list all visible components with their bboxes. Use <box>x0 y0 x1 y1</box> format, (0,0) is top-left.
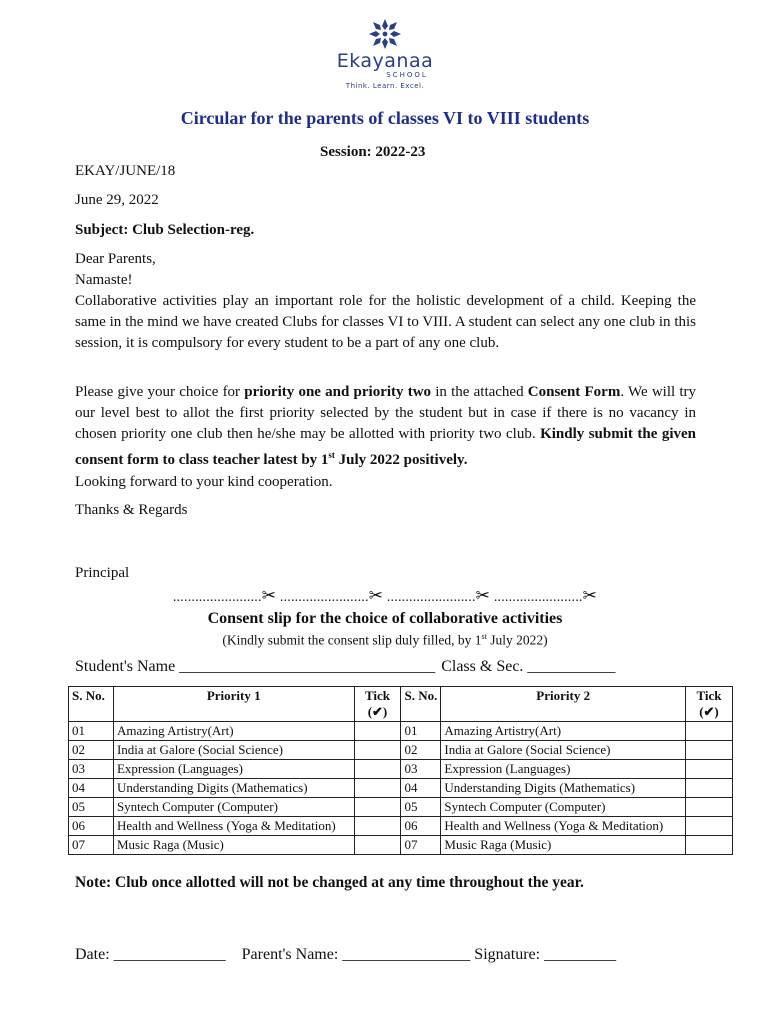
logo-school: SCHOOL <box>386 71 428 79</box>
header-sno-1: S. No. <box>69 687 114 722</box>
slip-sub-text-2: July 2022) <box>486 632 548 648</box>
club-name-1: Music Raga (Music) <box>113 836 354 855</box>
row-number-2: 01 <box>401 722 441 741</box>
header-priority-1: Priority 1 <box>113 687 354 722</box>
allotment-note: Note: Club once allotted will not be changed at any time throughout the year. <box>75 874 584 891</box>
table-row <box>69 722 733 741</box>
student-name-field[interactable]: ________________________________ <box>179 658 436 675</box>
club-name-1: Understanding Digits (Mathematics) <box>113 779 354 798</box>
consent-slip-title: Consent slip for the choice of collaborative activities <box>207 610 563 627</box>
club-name-1: Amazing Artistry(Art) <box>113 722 354 741</box>
scissors-icon: ✂ <box>475 586 491 605</box>
tick-cell-2[interactable] <box>685 741 732 760</box>
para2-text-2: in the attached <box>431 384 528 400</box>
tick-cell-1[interactable] <box>354 722 401 741</box>
student-name-label: Student's Name <box>75 658 176 675</box>
deadline-sup: st <box>328 450 335 460</box>
paragraph-consent-instructions <box>75 382 696 471</box>
para2-text-1: Please give your choice for <box>75 384 245 400</box>
club-name-2: Syntech Computer (Computer) <box>441 798 686 817</box>
tick-cell-1[interactable] <box>354 836 401 855</box>
tick-cell-2[interactable] <box>685 779 732 798</box>
date-field[interactable]: ______________ <box>113 946 226 963</box>
tick-cell-1[interactable] <box>354 798 401 817</box>
table-row <box>69 836 733 855</box>
student-details-line <box>75 658 615 676</box>
circular-date: June 29, 2022 <box>75 192 159 208</box>
club-name-1: Syntech Computer (Computer) <box>113 798 354 817</box>
tick-cell-2[interactable] <box>685 798 732 817</box>
cut-dots: ........................ <box>279 590 369 605</box>
row-number-2: 02 <box>401 741 441 760</box>
para2-consent-form: Consent Form <box>527 384 621 400</box>
tick-cell-1[interactable] <box>354 817 401 836</box>
header-tick-1: Tick (✔) <box>354 687 401 722</box>
club-name-2: India at Galore (Social Science) <box>441 741 686 760</box>
club-name-2: Music Raga (Music) <box>441 836 686 855</box>
scissors-icon: ✂ <box>582 586 598 605</box>
signature-line <box>75 946 616 964</box>
scissors-icon: ✂ <box>368 586 384 605</box>
row-number-2: 03 <box>401 760 441 779</box>
tick-cell-1[interactable] <box>354 779 401 798</box>
cut-dots: ........................ <box>172 590 262 605</box>
table-header-row <box>69 687 733 722</box>
signature-label: Signature: <box>474 946 541 963</box>
greeting: Namaste! <box>75 272 133 288</box>
club-name-1: Health and Wellness (Yoga & Meditation) <box>113 817 354 836</box>
slip-sub-sup: st <box>481 632 487 641</box>
deadline-text: Kindly submit the given consent form to class teacher latest by 1 <box>75 426 696 468</box>
row-number-1: 04 <box>69 779 114 798</box>
row-number-1: 07 <box>69 836 114 855</box>
date-label: Date: <box>75 946 110 963</box>
signature-field[interactable]: _________ <box>544 946 617 963</box>
parent-name-label: Parent's Name: <box>241 946 339 963</box>
session: Session: 2022-23 <box>320 144 426 160</box>
row-number-1: 03 <box>69 760 114 779</box>
consent-slip-instruction <box>0 632 770 649</box>
club-name-2: Amazing Artistry(Art) <box>441 722 686 741</box>
row-number-1: 06 <box>69 817 114 836</box>
class-sec-field[interactable]: ___________ <box>527 658 616 675</box>
parent-name-field[interactable]: ________________ <box>342 946 471 963</box>
closing-line: Looking forward to your kind cooperation. <box>75 474 333 490</box>
table-row <box>69 779 733 798</box>
club-name-1: India at Galore (Social Science) <box>113 741 354 760</box>
header-sno-2: S. No. <box>401 687 441 722</box>
row-number-2: 06 <box>401 817 441 836</box>
regards: Thanks & Regards <box>75 502 188 518</box>
principal-signatory: Principal <box>75 565 130 581</box>
table-row <box>69 741 733 760</box>
subject-line: Subject: Club Selection-reg. <box>75 222 255 238</box>
para2-priority-emphasis: priority one and priority two <box>244 384 432 400</box>
club-name-2: Expression (Languages) <box>441 760 686 779</box>
row-number-2: 04 <box>401 779 441 798</box>
cut-line <box>0 586 770 606</box>
header-tick-2: Tick (✔) <box>685 687 732 722</box>
reference-number: EKAY/JUNE/18 <box>75 163 176 179</box>
row-number-1: 02 <box>69 741 114 760</box>
tick-cell-2[interactable] <box>685 722 732 741</box>
row-number-1: 01 <box>69 722 114 741</box>
table-row <box>69 817 733 836</box>
logo-name: Ekayanaa <box>336 50 434 72</box>
slip-sub-text: (Kindly submit the consent slip duly filled, by 1 <box>222 632 482 648</box>
class-sec-label: Class & Sec. <box>441 658 524 675</box>
salutation: Dear Parents, <box>75 251 156 267</box>
club-name-2: Understanding Digits (Mathematics) <box>441 779 686 798</box>
logo-emblem-icon <box>368 18 402 50</box>
club-name-1: Expression (Languages) <box>113 760 354 779</box>
header-priority-2: Priority 2 <box>441 687 686 722</box>
club-choice-table <box>68 686 733 855</box>
deadline-text-2: July 2022 positively. <box>334 452 468 468</box>
row-number-2: 07 <box>401 836 441 855</box>
table-row <box>69 760 733 779</box>
para2-text-3: . We will try our level best to allot the first priority selected by the student but in case if there is no vacancy in chosen priority one club then he/she may be allotted with priority two club. <box>75 384 697 442</box>
row-number-1: 05 <box>69 798 114 817</box>
tick-cell-1[interactable] <box>354 760 401 779</box>
table-row <box>69 798 733 817</box>
circular-title: Circular for the parents of classes VI to VIII students <box>180 108 590 128</box>
paragraph-collaborative: Collaborative activities play an important role for the holistic development of a child. Keeping the same in the mind we have created Clubs for classes VI to VIII. A student can select any one club in this session, it is compulsory for every student to be a part of any one club. <box>75 293 696 351</box>
school-logo <box>0 18 770 91</box>
tick-cell-1[interactable] <box>354 741 401 760</box>
tick-cell-2[interactable] <box>685 817 732 836</box>
cut-dots: ........................ <box>493 590 583 605</box>
cut-dots: ........................ <box>386 590 476 605</box>
logo-tagline: Think. Learn. Excel. <box>345 82 425 90</box>
tick-cell-2[interactable] <box>685 836 732 855</box>
club-name-2: Health and Wellness (Yoga & Meditation) <box>441 817 686 836</box>
scissors-icon: ✂ <box>261 586 277 605</box>
row-number-2: 05 <box>401 798 441 817</box>
tick-cell-2[interactable] <box>685 760 732 779</box>
